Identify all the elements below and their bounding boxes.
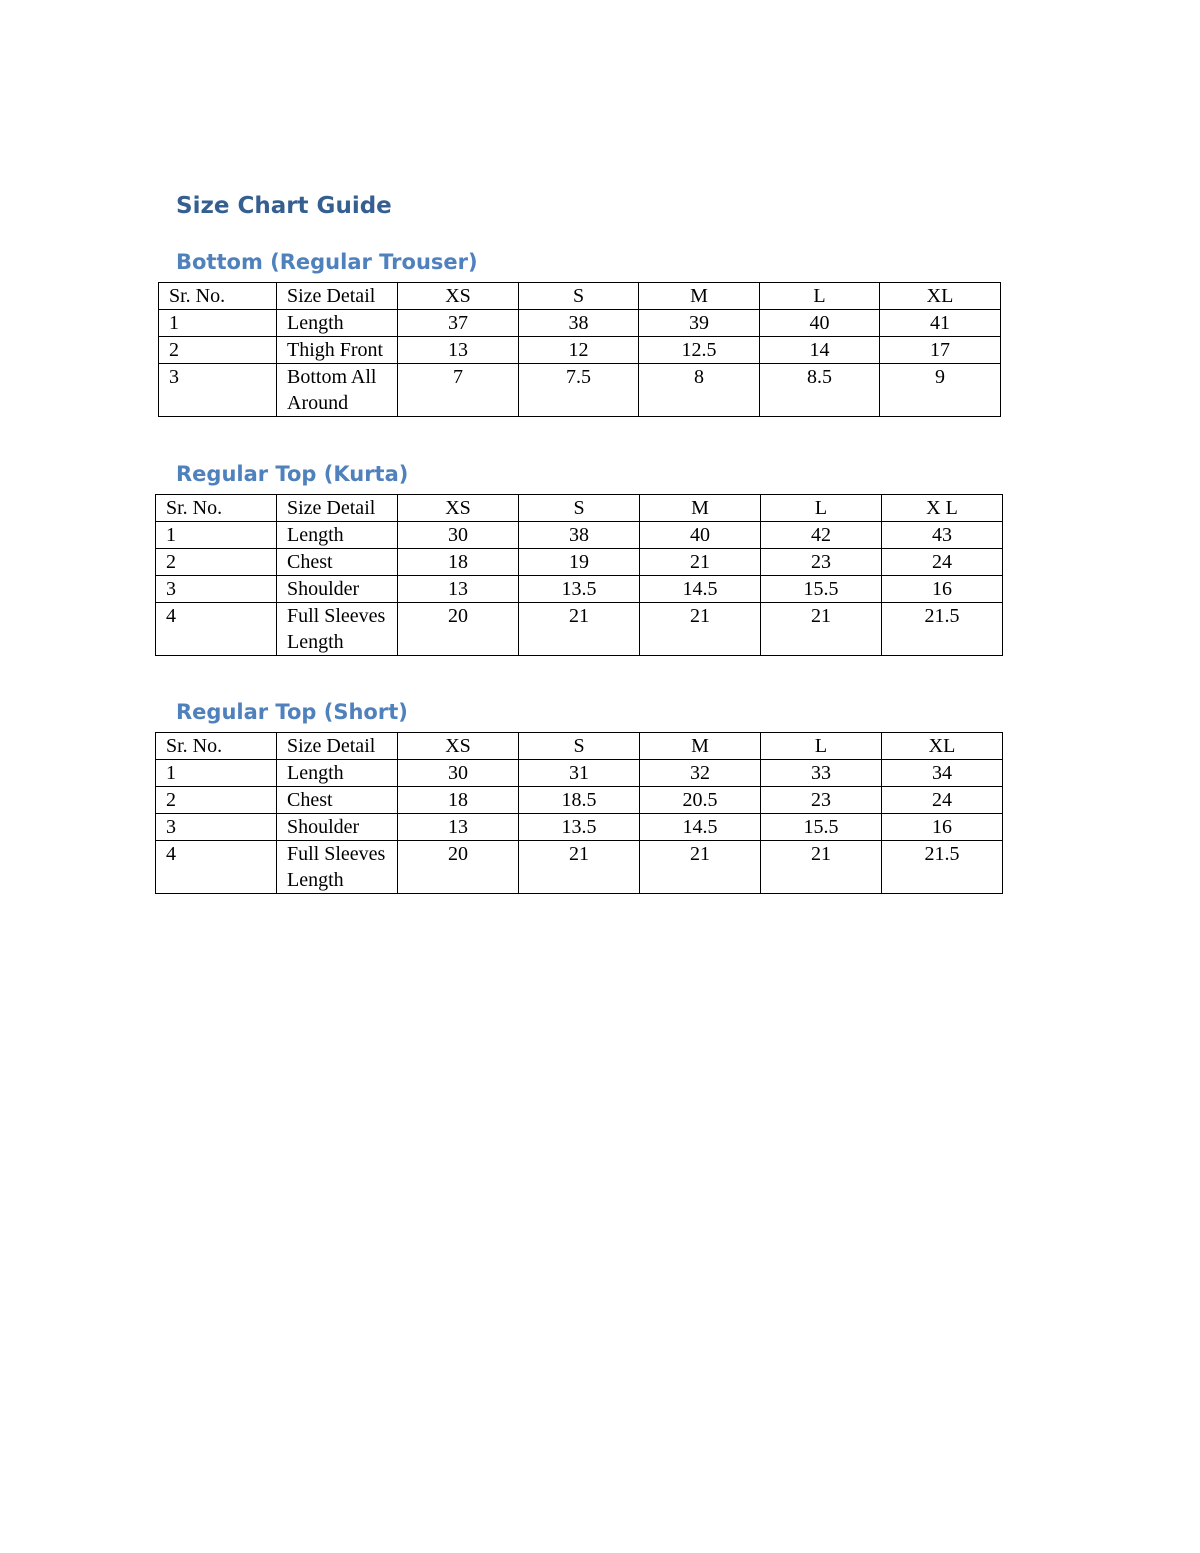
header-cell-sr-no: Sr. No. — [159, 283, 277, 310]
size-table-bottom-trouser — [158, 282, 1001, 417]
cell-size-detail: Length — [277, 760, 398, 787]
cell-m: 21 — [640, 603, 761, 656]
table-row — [156, 522, 1003, 549]
cell-xl: 43 — [882, 522, 1003, 549]
header-cell-size-detail: Size Detail — [277, 733, 398, 760]
header-cell-xs: XS — [398, 495, 519, 522]
cell-m: 39 — [639, 310, 760, 337]
cell-xs: 13 — [398, 576, 519, 603]
header-cell-size-detail: Size Detail — [277, 495, 398, 522]
header-cell-xs: XS — [398, 283, 519, 310]
cell-xs: 37 — [398, 310, 519, 337]
cell-xl: 21.5 — [882, 841, 1003, 894]
table-row — [159, 364, 1001, 417]
cell-xl: 17 — [880, 337, 1001, 364]
cell-xl: 41 — [880, 310, 1001, 337]
cell-m: 14.5 — [640, 814, 761, 841]
cell-m: 40 — [640, 522, 761, 549]
cell-m: 21 — [640, 549, 761, 576]
cell-size-detail: Length — [277, 310, 398, 337]
cell-xs: 18 — [398, 549, 519, 576]
header-cell-l: L — [761, 733, 882, 760]
cell-s: 13.5 — [519, 576, 640, 603]
section-heading-top-short: Regular Top (Short) — [176, 700, 408, 724]
cell-l: 15.5 — [761, 814, 882, 841]
cell-s: 38 — [519, 522, 640, 549]
table-row — [159, 310, 1001, 337]
header-cell-sr-no: Sr. No. — [156, 733, 277, 760]
table-header-row — [159, 283, 1001, 310]
cell-size-detail: Bottom All Around — [277, 364, 398, 417]
cell-s: 19 — [519, 549, 640, 576]
cell-size-detail: Shoulder — [277, 576, 398, 603]
cell-xs: 20 — [398, 603, 519, 656]
cell-m: 14.5 — [640, 576, 761, 603]
cell-m: 32 — [640, 760, 761, 787]
cell-s: 21 — [519, 841, 640, 894]
cell-l: 14 — [760, 337, 880, 364]
header-cell-l: L — [760, 283, 880, 310]
header-cell-sr-no: Sr. No. — [156, 495, 277, 522]
header-cell-m: M — [640, 495, 761, 522]
cell-s: 38 — [519, 310, 639, 337]
cell-xl: 9 — [880, 364, 1001, 417]
cell-size-detail: Full Sleeves Length — [277, 841, 398, 894]
table-row — [156, 814, 1003, 841]
table-row — [156, 549, 1003, 576]
cell-xs: 30 — [398, 522, 519, 549]
cell-s: 21 — [519, 603, 640, 656]
cell-size-detail: Chest — [277, 549, 398, 576]
cell-xs: 20 — [398, 841, 519, 894]
header-cell-xl: XL — [880, 283, 1001, 310]
cell-s: 12 — [519, 337, 639, 364]
section-heading-top-kurta: Regular Top (Kurta) — [176, 462, 409, 486]
header-cell-s: S — [519, 733, 640, 760]
cell-l: 42 — [761, 522, 882, 549]
cell-size-detail: Length — [277, 522, 398, 549]
cell-sr-no: 3 — [156, 814, 277, 841]
cell-xl: 34 — [882, 760, 1003, 787]
cell-sr-no: 2 — [159, 337, 277, 364]
cell-m: 20.5 — [640, 787, 761, 814]
cell-xs: 18 — [398, 787, 519, 814]
cell-l: 40 — [760, 310, 880, 337]
table-row — [156, 603, 1003, 656]
cell-xl: 21.5 — [882, 603, 1003, 656]
cell-l: 15.5 — [761, 576, 882, 603]
cell-sr-no: 2 — [156, 549, 277, 576]
header-cell-xs: XS — [398, 733, 519, 760]
cell-sr-no: 1 — [156, 760, 277, 787]
cell-xl: 16 — [882, 814, 1003, 841]
cell-sr-no: 1 — [156, 522, 277, 549]
size-table-top-short — [155, 732, 1003, 894]
header-cell-s: S — [519, 283, 639, 310]
section-heading-bottom-trouser: Bottom (Regular Trouser) — [176, 250, 478, 274]
cell-l: 33 — [761, 760, 882, 787]
cell-s: 18.5 — [519, 787, 640, 814]
cell-l: 23 — [761, 549, 882, 576]
cell-xs: 13 — [398, 337, 519, 364]
header-cell-s: S — [519, 495, 640, 522]
table-row — [156, 760, 1003, 787]
cell-sr-no: 2 — [156, 787, 277, 814]
cell-sr-no: 3 — [159, 364, 277, 417]
header-cell-xl: XL — [882, 733, 1003, 760]
cell-m: 8 — [639, 364, 760, 417]
table-row — [156, 841, 1003, 894]
cell-m: 21 — [640, 841, 761, 894]
cell-l: 21 — [761, 841, 882, 894]
cell-xs: 7 — [398, 364, 519, 417]
cell-xl: 24 — [882, 787, 1003, 814]
cell-size-detail: Full Sleeves Length — [277, 603, 398, 656]
cell-size-detail: Thigh Front — [277, 337, 398, 364]
header-cell-size-detail: Size Detail — [277, 283, 398, 310]
cell-size-detail: Chest — [277, 787, 398, 814]
cell-s: 7.5 — [519, 364, 639, 417]
header-cell-m: M — [639, 283, 760, 310]
cell-sr-no: 3 — [156, 576, 277, 603]
cell-s: 13.5 — [519, 814, 640, 841]
cell-xs: 13 — [398, 814, 519, 841]
table-header-row — [156, 495, 1003, 522]
cell-l: 8.5 — [760, 364, 880, 417]
header-cell-xl: X L — [882, 495, 1003, 522]
cell-s: 31 — [519, 760, 640, 787]
cell-xl: 16 — [882, 576, 1003, 603]
size-table-top-kurta — [155, 494, 1003, 656]
cell-l: 23 — [761, 787, 882, 814]
cell-xs: 30 — [398, 760, 519, 787]
cell-size-detail: Shoulder — [277, 814, 398, 841]
cell-l: 21 — [761, 603, 882, 656]
cell-xl: 24 — [882, 549, 1003, 576]
table-row — [159, 337, 1001, 364]
cell-sr-no: 4 — [156, 603, 277, 656]
table-header-row — [156, 733, 1003, 760]
header-cell-m: M — [640, 733, 761, 760]
header-cell-l: L — [761, 495, 882, 522]
table-row — [156, 576, 1003, 603]
cell-m: 12.5 — [639, 337, 760, 364]
cell-sr-no: 1 — [159, 310, 277, 337]
table-row — [156, 787, 1003, 814]
page-title: Size Chart Guide — [176, 193, 392, 219]
cell-sr-no: 4 — [156, 841, 277, 894]
